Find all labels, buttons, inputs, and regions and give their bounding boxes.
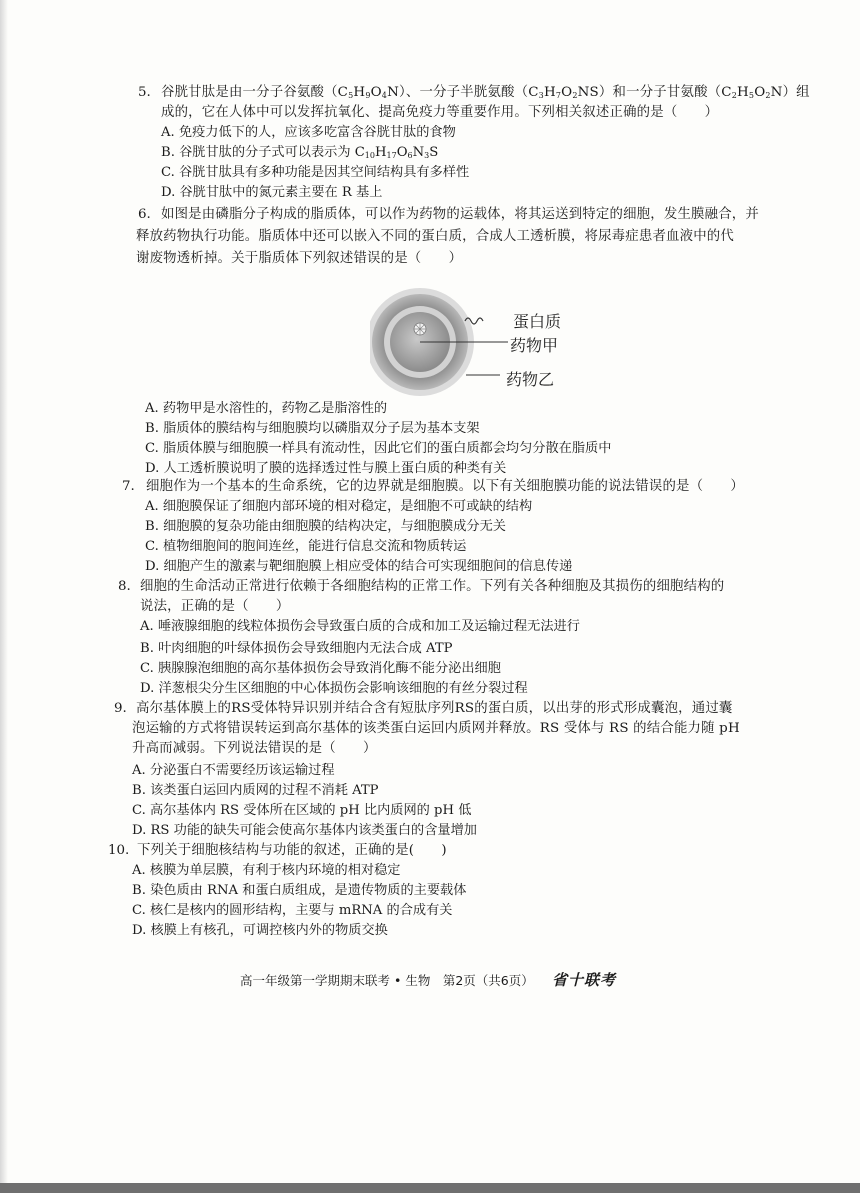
- option-a: A. 唾液腺细胞的线粒体损伤会导致蛋白质的合成和加工及运输过程无法进行: [140, 619, 580, 634]
- option-a: A. 分泌蛋白不需要经历该运输过程: [132, 763, 335, 778]
- question-stem-line: 谷胱甘肽是由一分子谷氨酸$(C_5H_9O_4N)$、一分子半胱氨酸$(C_3H_7O_2NS)$和一分子甘氨酸$(C_2H_5O_2N)$组: [161, 85, 810, 100]
- option-c: C. 谷胱甘肽具有多种功能是因其空间结构具有多样性: [161, 165, 470, 180]
- label-drug-b: 药物乙: [506, 370, 555, 389]
- question-number: 7.: [122, 479, 135, 494]
- question-number: 9.: [114, 701, 127, 716]
- question-number: 6.: [138, 207, 151, 222]
- option-d: D. RS 功能的缺失可能会使高尔基体内该类蛋白的含量增加: [132, 823, 477, 838]
- option-b: B. 细胞膜的复杂功能由细胞膜的结构决定，与细胞膜成分无关: [145, 519, 506, 534]
- option-a: A. 药物甲是水溶性的，药物乙是脂溶性的: [145, 401, 388, 416]
- question-stem-line: 下列关于细胞核结构与功能的叙述，正确的是( ): [137, 843, 447, 858]
- question-stem-line: 说法，正确的是（ ）: [140, 599, 290, 614]
- option-d: D. 核膜上有核孔，可调控核内外的物质交换: [132, 923, 388, 938]
- liposome-diagram: [370, 285, 610, 410]
- question-number: 10.: [108, 843, 130, 858]
- question-stem-line: 释放药物执行功能。脂质体中还可以嵌入不同的蛋白质，合成人工透析膜，将尿毒症患者血液中的代: [136, 229, 734, 244]
- option-b: B. 谷胱甘肽的分子式可以表示为 $C_{10}H_{17}O_6N_3S$: [161, 145, 439, 160]
- option-b: B. 叶肉细胞的叶绿体损伤会导致细胞内无法合成 ATP: [140, 641, 453, 656]
- question-stem-line: 泡运输的方式将错误转运到高尔基体的该类蛋白运回内质网并释放。RS 受体与 RS 的结合能力随 pH: [132, 721, 740, 736]
- question-number: 5.: [138, 85, 151, 100]
- option-d: D. 谷胱甘肽中的氮元素主要在 R 基上: [161, 185, 383, 200]
- option-d: D. 细胞产生的激素与靶细胞膜上相应受体的结合可实现细胞间的信息传递: [145, 559, 573, 574]
- option-b: B. 该类蛋白运回内质网的过程不消耗 ATP: [132, 783, 379, 798]
- option-a: A. 细胞膜保证了细胞内部环境的相对稳定，是细胞不可或缺的结构: [145, 499, 533, 514]
- question-stem-line: 细胞作为一个基本的生命系统，它的边界就是细胞膜。以下有关细胞膜功能的说法错误的是（ ）: [146, 479, 744, 494]
- option-c: C. 核仁是核内的圆形结构，主要与 mRNA 的合成有关: [132, 903, 453, 918]
- question-stem-line: 细胞的生命活动正常进行依赖于各细胞结构的正常工作。下列有关各种细胞及其损伤的细胞结构的: [140, 579, 725, 594]
- option-c: C. 植物细胞间的胞间连丝，能进行信息交流和物质转运: [145, 539, 467, 554]
- scan-edge-left: [0, 0, 8, 1193]
- scan-edge-bottom: [0, 1183, 860, 1193]
- question-stem-line: 如图是由磷脂分子构成的脂质体，可以作为药物的运载体，将其运送到特定的细胞，发生膜融合，并: [161, 207, 759, 222]
- question-stem-line: 成的，它在人体中可以发挥抗氧化、提高免疫力等重要作用。下列相关叙述正确的是（ ）: [161, 105, 719, 120]
- liposome-figure: [370, 285, 610, 410]
- question-stem-line: 谢废物透析掉。关于脂质体下列叙述错误的是（ ）: [136, 251, 463, 266]
- option-b: B. 染色质由 RNA 和蛋白质组成，是遗传物质的主要载体: [132, 883, 467, 898]
- question-number: 8.: [118, 579, 131, 594]
- option-c: C. 胰腺腺泡细胞的高尔基体损伤会导致消化酶不能分泌出细胞: [140, 661, 501, 676]
- option-c: C. 高尔基体内 RS 受体所在区域的 pH 比内质网的 pH 低: [132, 803, 472, 818]
- question-stem-line: 升高而减弱。下列说法错误的是（ ）: [132, 741, 377, 756]
- exam-brand-logo: 省十联考: [552, 971, 617, 989]
- page-footer: 高一年级第一学期期末联考 • 生物 第2页（共6页）: [240, 973, 534, 988]
- option-a: A. 免疫力低下的人，应该多吃富含谷胱甘肽的食物: [161, 125, 456, 140]
- question-stem-line: 高尔基体膜上的RS受体特异识别并结合含有短肽序列RS的蛋白质，以出芽的形式形成囊泡，通过囊: [136, 701, 733, 716]
- label-protein: 蛋白质: [513, 312, 562, 331]
- option-d: D. 人工透析膜说明了膜的选择透过性与膜上蛋白质的种类有关: [145, 461, 507, 476]
- option-b: B. 脂质体的膜结构与细胞膜均以磷脂双分子层为基本支架: [145, 421, 480, 436]
- option-c: C. 脂质体膜与细胞膜一样具有流动性，因此它们的蛋白质都会均匀分散在脂质中: [145, 441, 612, 456]
- option-d: D. 洋葱根尖分生区细胞的中心体损伤会影响该细胞的有丝分裂过程: [140, 681, 528, 696]
- label-drug-a: 药物甲: [510, 336, 559, 355]
- option-a: A. 核膜为单层膜，有利于核内环境的相对稳定: [132, 863, 401, 878]
